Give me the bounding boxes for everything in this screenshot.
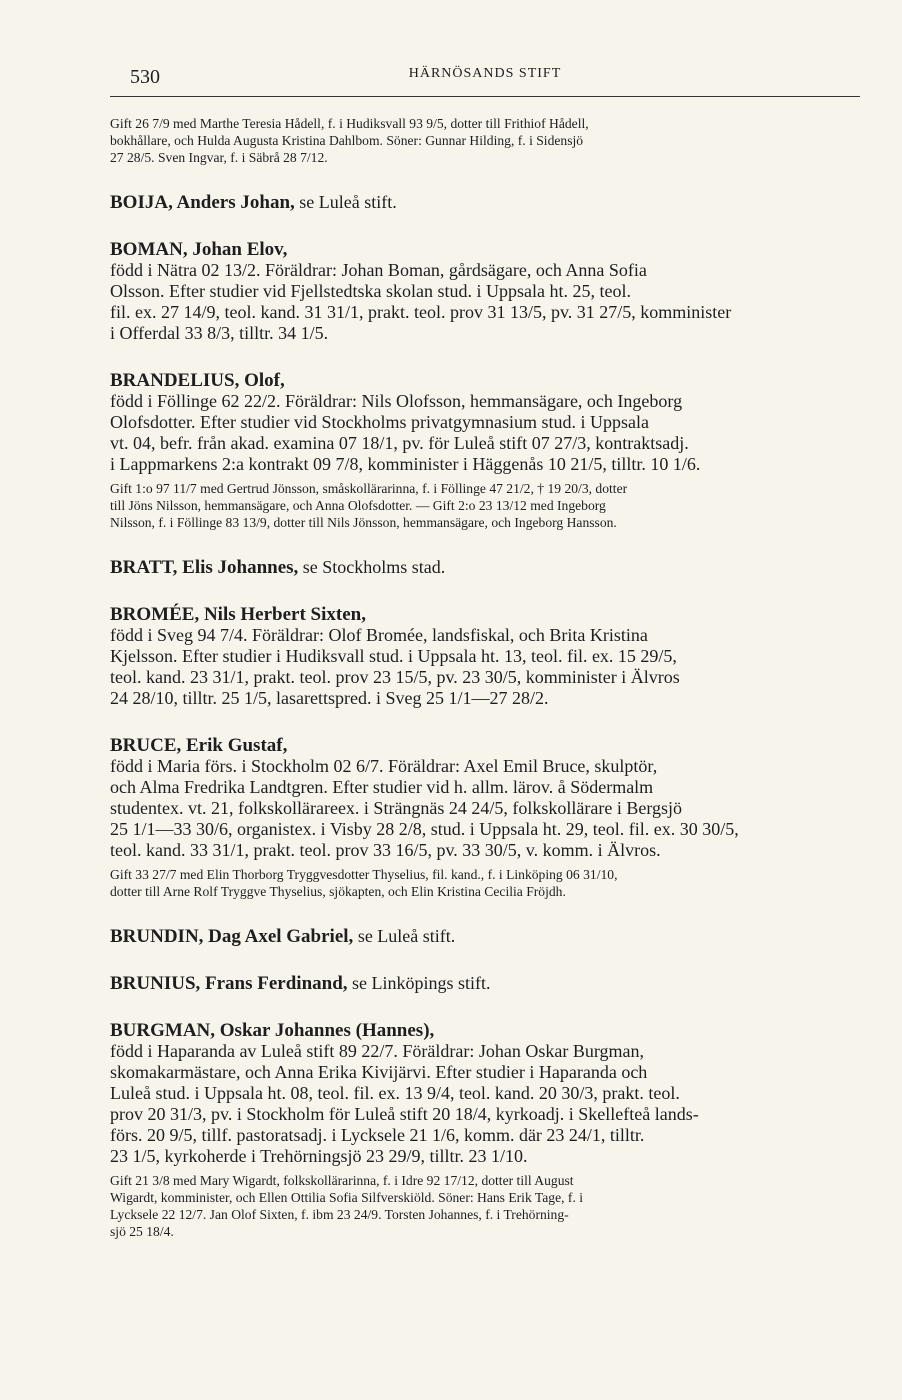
page-header xyxy=(110,62,860,92)
entry-text-line: teol. kand. 33 31/1, prakt. teol. prov 33 16/5, pv. 33 30/5, v. komm. i Älvros. xyxy=(110,840,661,860)
biography-entry xyxy=(110,370,860,531)
entry-text-line: förs. 20 9/5, tillf. pastoratsadj. i Lycksele 21 1/6, komm. där 23 24/1, tilltr. xyxy=(110,1125,645,1145)
entry-name: BRUNIUS, Frans Ferdinand, xyxy=(110,973,348,994)
entry-family-line: Gift 21 3/8 med Mary Wigardt, folkskollärarinna, f. i Idre 92 17/12, dotter till August xyxy=(110,1173,574,1188)
entry-name: BROMÉE, Nils Herbert Sixten, xyxy=(110,604,366,625)
entry-family-line: dotter till Arne Rolf Tryggve Thyselius, sjökapten, och Elin Kristina Cecilia Fröjdh. xyxy=(110,884,566,899)
entry-name: BRUCE, Erik Gustaf, xyxy=(110,735,288,756)
biography-entry xyxy=(110,115,860,166)
entry-text-line: Olsson. Efter studier vid Fjellstedtska skolan stud. i Uppsala ht. 25, teol. xyxy=(110,281,631,301)
entry-heading-line xyxy=(110,973,860,994)
entry-family-line: Lycksele 22 12/7. Jan Olof Sixten, f. ibm 23 24/9. Torsten Johannes, f. i Trehörning- xyxy=(110,1207,569,1222)
running-head: HÄRNÖSANDS STIFT xyxy=(408,66,562,81)
entry-text-line: född i Nätra 02 13/2. Föräldrar: Johan Boman, gårdsägare, och Anna Sofia xyxy=(110,260,647,280)
entry-name: BURGMAN, Oskar Johannes (Hannes), xyxy=(110,1020,435,1041)
entry-name: BOIJA, Anders Johan, xyxy=(110,192,295,213)
entry-family-line: till Jöns Nilsson, hemmansägare, och Anna Olofsdotter. — Gift 2:o 23 13/12 med Ingeborg xyxy=(110,498,606,513)
entry-text-line: studentex. vt. 21, folkskollärareex. i Strängnäs 24 24/5, folkskollärare i Bergsjö xyxy=(110,798,683,818)
biography-entry xyxy=(110,557,860,578)
entry-text-line: född i Maria förs. i Stockholm 02 6/7. Föräldrar: Axel Emil Bruce, skulptör, xyxy=(110,756,658,776)
entry-heading-line xyxy=(110,239,860,260)
entry-family-line: Gift 33 27/7 med Elin Thorborg Tryggvesdotter Thyselius, fil. kand., f. i Linköping 06 31/10, xyxy=(110,867,618,882)
biography-entry xyxy=(110,239,860,344)
entry-family-line: bokhållare, och Hulda Augusta Kristina Dahlbom. Söner: Gunnar Hilding, f. i Sidensjö xyxy=(110,133,584,148)
entry-text-line: Kjelsson. Efter studier i Hudiksvall stud. i Uppsala ht. 13, teol. fil. ex. 15 29/5, xyxy=(110,646,677,666)
page-number: 530 xyxy=(130,66,160,88)
entry-text-line: i Offerdal 33 8/3, tilltr. 34 1/5. xyxy=(110,323,329,343)
biography-entry xyxy=(110,735,860,900)
entry-text-line: 23 1/5, kyrkoherde i Trehörningsjö 23 29/9, tilltr. 23 1/10. xyxy=(110,1146,528,1166)
entry-heading-line xyxy=(110,1020,860,1041)
entry-text-line: 25 1/1—33 30/6, organistex. i Visby 28 2/8, stud. i Uppsala ht. 29, teol. fil. ex. 30 30/5, xyxy=(110,819,739,839)
entry-family-line: 27 28/5. Sven Ingvar, f. i Säbrå 28 7/12. xyxy=(110,150,328,165)
entry-family-line: Gift 26 7/9 med Marthe Teresia Hådell, f. i Hudiksvall 93 9/5, dotter till Frithiof Hådell, xyxy=(110,116,589,131)
entry-family-line: Gift 1:o 97 11/7 med Gertrud Jönsson, småskollärarinna, f. i Föllinge 47 21/2, † 19 20/3, dotter xyxy=(110,481,628,496)
entry-family-line: Nilsson, f. i Föllinge 83 13/9, dotter till Nils Jönsson, hemmansägare, och Ingeborg Hansson. xyxy=(110,515,617,530)
biography-entry xyxy=(110,1020,860,1240)
page xyxy=(110,62,860,1240)
entry-text-line: skomakarmästare, och Anna Erika Kivijärvi. Efter studier i Haparanda och xyxy=(110,1062,648,1082)
entry-text-line: teol. kand. 23 31/1, prakt. teol. prov 23 15/5, pv. 23 30/5, komminister i Älvros xyxy=(110,667,680,687)
entry-heading-line xyxy=(110,192,860,213)
entry-cross-reference: se Stockholms stad. xyxy=(298,557,446,577)
entry-name: BOMAN, Johan Elov, xyxy=(110,239,288,260)
entry-text-line: Luleå stud. i Uppsala ht. 08, teol. fil. ex. 13 9/4, teol. kand. 20 30/3, prakt. teol. xyxy=(110,1083,680,1103)
entry-text-line: i Lappmarkens 2:a kontrakt 09 7/8, komminister i Häggenås 10 21/5, tilltr. 10 1/6. xyxy=(110,454,701,474)
entry-heading-line xyxy=(110,926,860,947)
entry-heading-line xyxy=(110,370,860,391)
entry-text-line: fil. ex. 27 14/9, teol. kand. 31 31/1, prakt. teol. prov 31 13/5, pv. 31 27/5, komminister xyxy=(110,302,732,322)
header-rule xyxy=(110,96,860,97)
entry-text-line: Olofsdotter. Efter studier vid Stockholms privatgymnasium stud. i Uppsala xyxy=(110,412,649,432)
entry-text-line: och Alma Fredrika Landtgren. Efter studier vid h. allm. lärov. å Södermalm xyxy=(110,777,654,797)
biography-entry xyxy=(110,604,860,709)
entry-family-line: Wigardt, komminister, och Ellen Ottilia Sofia Silfverskiöld. Söner: Hans Erik Tage, f. i xyxy=(110,1190,584,1205)
entry-name: BRATT, Elis Johannes, xyxy=(110,557,299,578)
biography-entry xyxy=(110,192,860,213)
entry-family-line: sjö 25 18/4. xyxy=(110,1224,174,1239)
entry-text-line: född i Föllinge 62 22/2. Föräldrar: Nils Olofsson, hemmansägare, och Ingeborg xyxy=(110,391,683,411)
entry-list xyxy=(110,115,860,1240)
entry-cross-reference: se Luleå stift. xyxy=(353,926,456,946)
entry-cross-reference: se Luleå stift. xyxy=(294,192,397,212)
entry-name: BRANDELIUS, Olof, xyxy=(110,370,285,391)
entry-heading-line xyxy=(110,735,860,756)
entry-cross-reference: se Linköpings stift. xyxy=(347,973,491,993)
entry-text-line: född i Haparanda av Luleå stift 89 22/7. Föräldrar: Johan Oskar Burgman, xyxy=(110,1041,645,1061)
entry-heading-line xyxy=(110,604,860,625)
biography-entry xyxy=(110,973,860,994)
entry-text-line: 24 28/10, tilltr. 25 1/5, lasarettspred. i Sveg 25 1/1—27 28/2. xyxy=(110,688,549,708)
entry-text-line: prov 20 31/3, pv. i Stockholm för Luleå stift 20 18/4, kyrkoadj. i Skellefteå lands- xyxy=(110,1104,699,1124)
entry-name: BRUNDIN, Dag Axel Gabriel, xyxy=(110,926,354,947)
biography-entry xyxy=(110,926,860,947)
entry-text-line: vt. 04, befr. från akad. examina 07 18/1, pv. för Luleå stift 07 27/3, kontraktsadj. xyxy=(110,433,689,453)
entry-heading-line xyxy=(110,557,860,578)
entry-text-line: född i Sveg 94 7/4. Föräldrar: Olof Bromée, landsfiskal, och Brita Kristina xyxy=(110,625,648,645)
